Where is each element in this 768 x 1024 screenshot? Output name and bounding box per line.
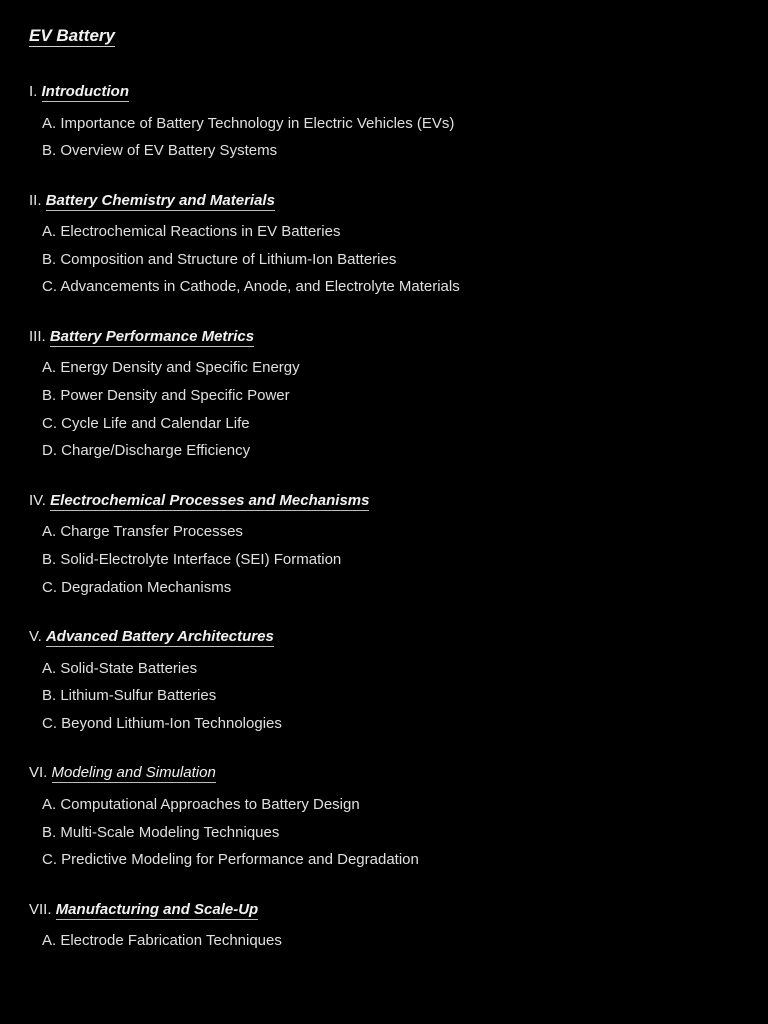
outline-item: A. Solid-State Batteries <box>42 659 198 677</box>
section-title: Introduction <box>41 83 129 100</box>
section-heading <box>29 900 768 920</box>
section-title: Manufacturing and Scale-Up <box>55 900 259 918</box>
section-title: Advanced Battery Architectures <box>45 628 274 646</box>
document-title <box>29 24 768 48</box>
outline-item: A. Charge Transfer Processes <box>42 523 243 541</box>
outline-section-4 <box>29 491 768 601</box>
outline-item: B. Multi-Scale Modeling Techniques <box>42 823 280 841</box>
section-title: Battery Performance Metrics <box>49 327 255 345</box>
outline-section-1 <box>29 82 768 165</box>
section-number: I. <box>29 83 38 100</box>
section-heading <box>29 763 768 783</box>
outline-item: B. Composition and Structure of Lithium-Ion Batteries <box>42 250 397 268</box>
outline-section-3 <box>29 327 768 465</box>
section-title: Battery Chemistry and Materials <box>45 191 275 209</box>
section-number: VI. <box>29 764 48 782</box>
section-heading <box>29 82 768 102</box>
outline-item: C. Predictive Modeling for Performance and Degradation <box>42 851 419 869</box>
outline-item: C. Advancements in Cathode, Anode, and Electrolyte Materials <box>42 278 460 296</box>
outline-section-7 <box>29 900 768 955</box>
outline-item: A. Computational Approaches to Battery Design <box>42 795 360 813</box>
outline-item: B. Solid-Electrolyte Interface (SEI) Formation <box>42 550 342 568</box>
outline-section-2 <box>29 191 768 301</box>
section-number: III. <box>29 327 46 345</box>
section-heading <box>29 327 768 347</box>
section-heading <box>29 491 768 511</box>
outline-item: B. Overview of EV Battery Systems <box>42 142 278 160</box>
section-number: II. <box>29 191 42 209</box>
section-heading <box>29 627 768 647</box>
section-title: Modeling and Simulation <box>51 764 216 782</box>
outline-item: B. Power Density and Specific Power <box>42 387 290 405</box>
document-page <box>29 24 768 981</box>
outline-item: A. Electrode Fabrication Techniques <box>42 932 282 950</box>
outline-section-6 <box>29 763 768 873</box>
outline-section-5 <box>29 627 768 737</box>
outline-item: A. Importance of Battery Technology in Electric Vehicles (EVs) <box>42 114 455 132</box>
outline-item: A. Electrochemical Reactions in EV Batteries <box>42 223 341 241</box>
section-number: V. <box>29 628 42 646</box>
section-title: Electrochemical Processes and Mechanisms <box>50 491 370 509</box>
outline-item: C. Beyond Lithium-Ion Technologies <box>42 714 282 732</box>
section-heading <box>29 191 768 211</box>
section-number: IV. <box>29 491 46 509</box>
outline-item: D. Charge/Discharge Efficiency <box>42 442 251 460</box>
outline-item: A. Energy Density and Specific Energy <box>42 359 300 377</box>
outline-item: C. Cycle Life and Calendar Life <box>42 414 250 432</box>
outline-item: B. Lithium-Sulfur Batteries <box>42 687 217 705</box>
section-number: VII. <box>29 900 52 918</box>
outline-item: C. Degradation Mechanisms <box>42 578 232 596</box>
document-title-text: EV Battery <box>29 26 115 45</box>
